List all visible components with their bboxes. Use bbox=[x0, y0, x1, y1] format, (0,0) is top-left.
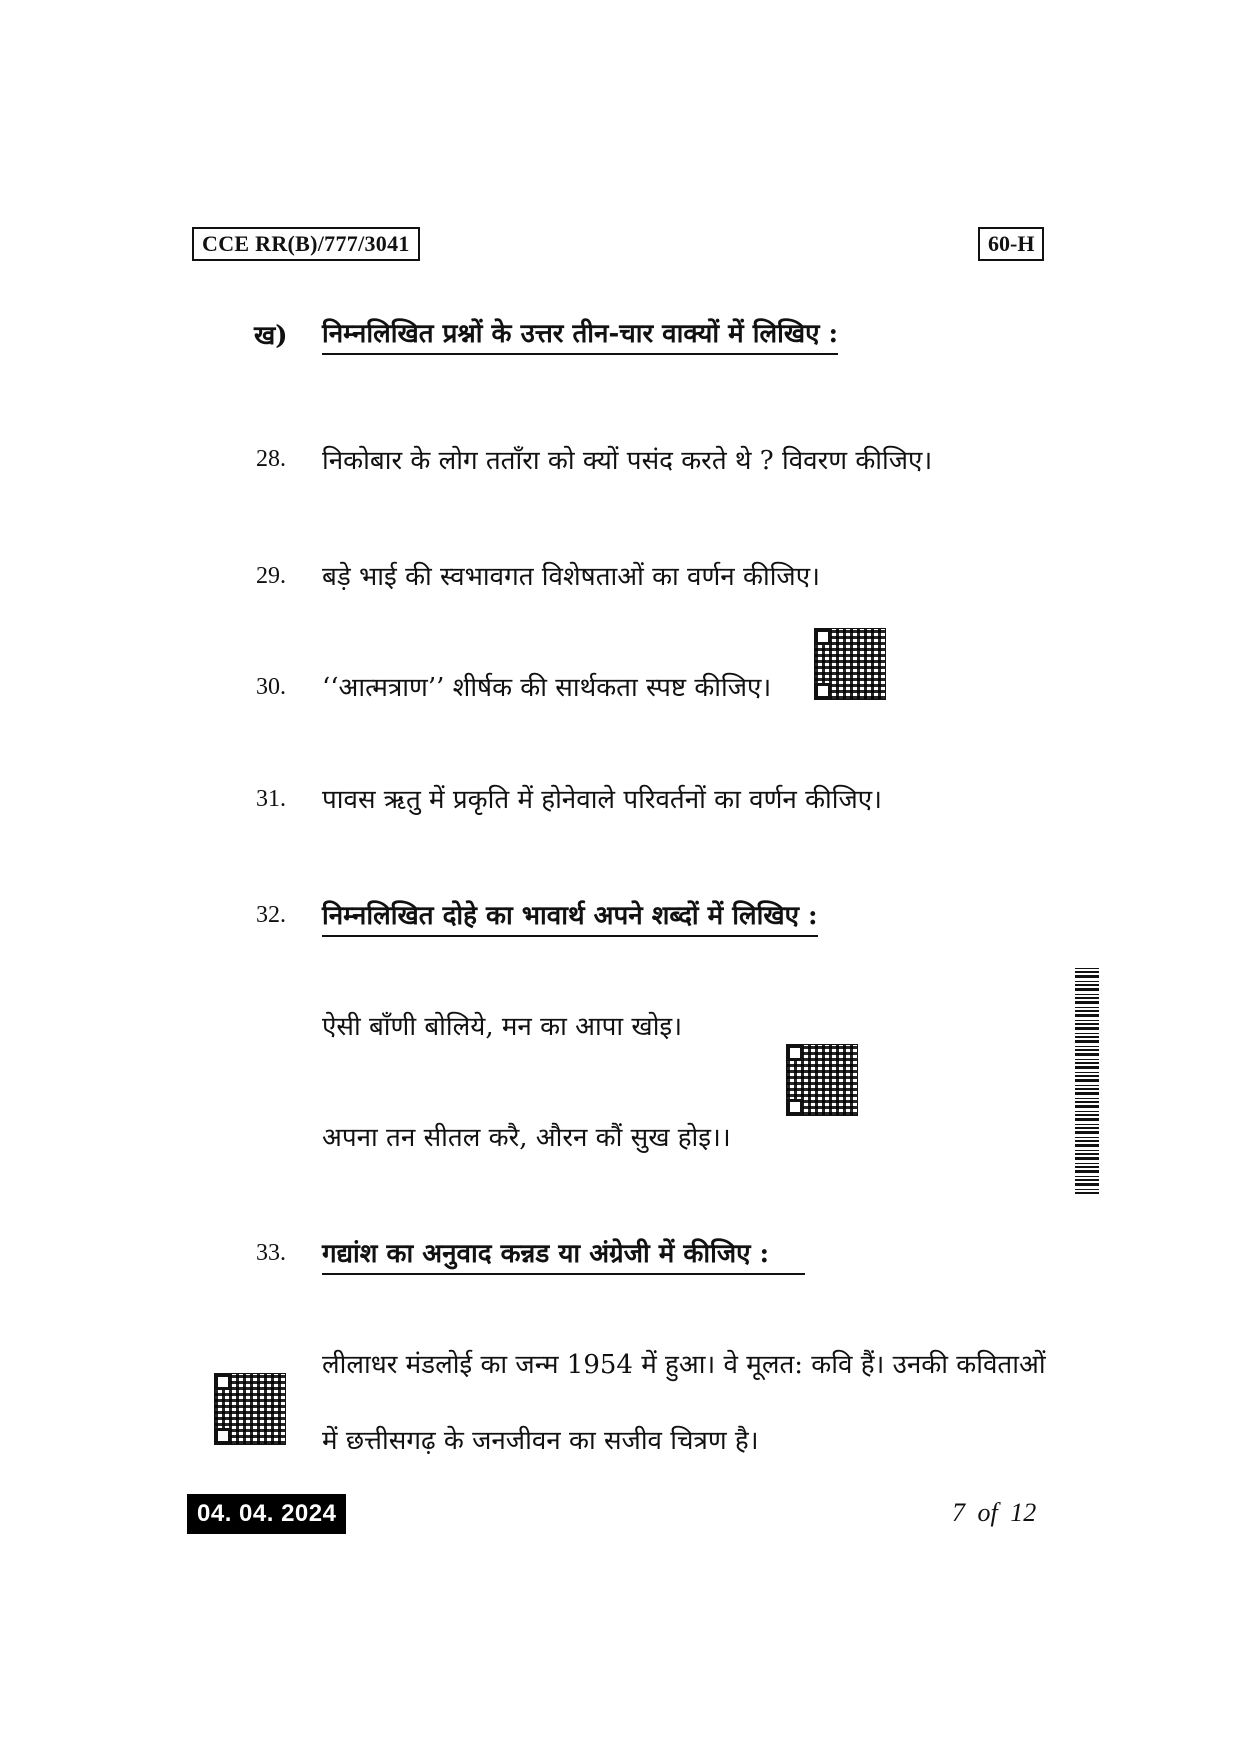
question-number-29: 29. bbox=[256, 563, 286, 589]
question-text-28: निकोबार के लोग तताँरा को क्यों पसंद करते थे ? विवरण कीजिए। bbox=[322, 446, 933, 476]
qr-code-icon bbox=[814, 628, 886, 700]
section-title: निम्नलिखित प्रश्नों के उत्तर तीन-चार वाक्यों में लिखिए : bbox=[322, 314, 838, 355]
question-text-30: ‘‘आत्मत्राण’’ शीर्षक की सार्थकता स्पष्ट कीजिए। bbox=[322, 673, 772, 703]
exam-code: CCE RR(B)/777/3041 bbox=[192, 227, 420, 261]
passage-line-1: लीलाधर मंडलोई का जन्म 1954 में हुआ। वे मूलत: कवि हैं। उनकी कविताओं bbox=[322, 1350, 1046, 1380]
doha-line-2: अपना तन सीतल करै, औरन कौं सुख होइ।। bbox=[322, 1123, 731, 1153]
question-text-31: पावस ऋतु में प्रकृति में होनेवाले परिवर्तनों का वर्णन कीजिए। bbox=[322, 785, 883, 815]
barcode-icon bbox=[1075, 968, 1099, 1194]
qr-code-icon bbox=[214, 1373, 286, 1445]
question-number-28: 28. bbox=[256, 446, 286, 472]
question-text-32: निम्नलिखित दोहे का भावार्थ अपने शब्दों में लिखिए : bbox=[322, 896, 818, 937]
qr-code-icon bbox=[786, 1044, 858, 1116]
paper-code: 60-H bbox=[978, 227, 1044, 261]
question-number-30: 30. bbox=[256, 674, 286, 700]
passage-line-2: में छत्तीसगढ़ के जनजीवन का सजीव चित्रण है। bbox=[322, 1426, 759, 1456]
doha-line-1: ऐसी बाँणी बोलिये, मन का आपा खोइ। bbox=[322, 1012, 683, 1042]
question-number-31: 31. bbox=[256, 786, 286, 812]
question-text-33: गद्यांश का अनुवाद कन्नड या अंग्रेजी में कीजिए : bbox=[322, 1234, 805, 1275]
section-marker: ख) bbox=[254, 321, 288, 351]
exam-date: 04. 04. 2024 bbox=[187, 1494, 346, 1534]
question-number-33: 33. bbox=[256, 1240, 286, 1266]
question-text-29: बड़े भाई की स्वभावगत विशेषताओं का वर्णन कीजिए। bbox=[322, 562, 820, 592]
question-number-32: 32. bbox=[256, 902, 286, 928]
page-number: 7 of 12 bbox=[952, 1498, 1037, 1527]
